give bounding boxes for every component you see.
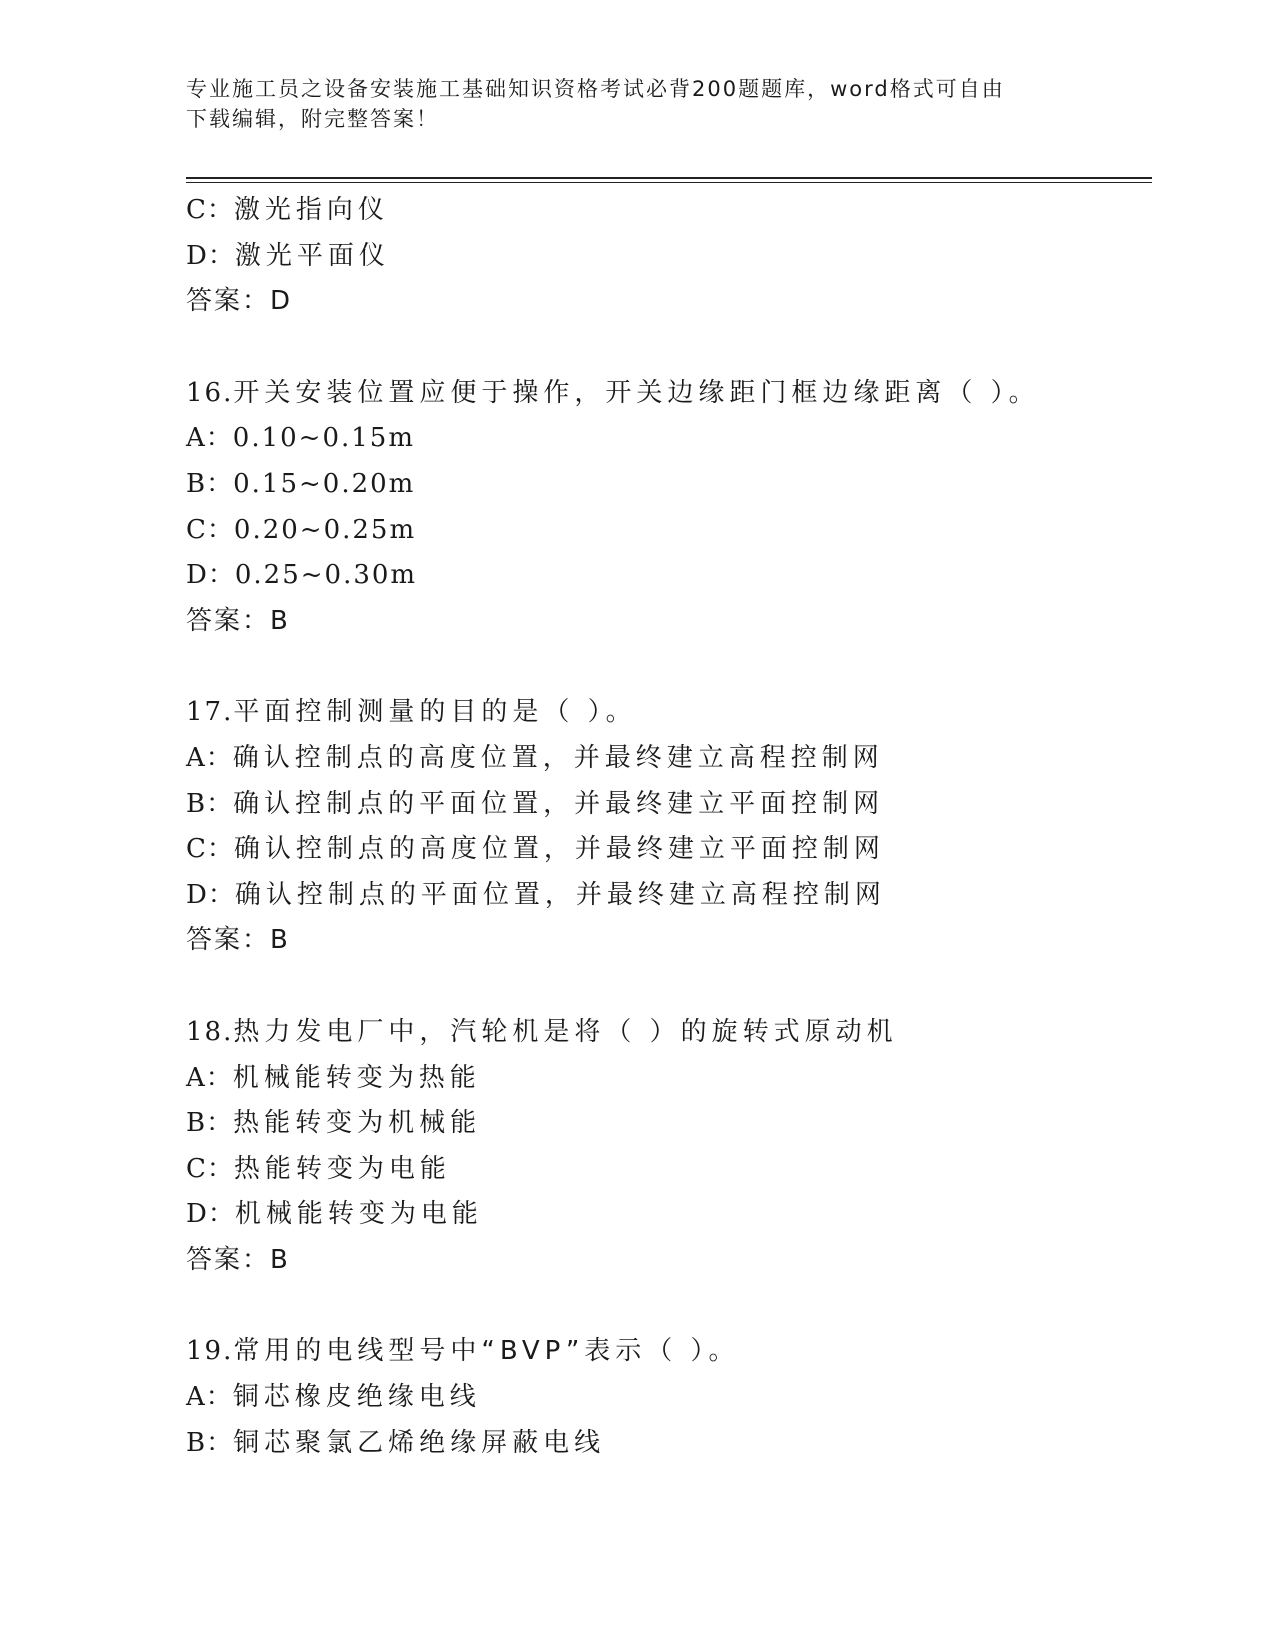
option-row bbox=[186, 188, 1152, 234]
option-text: 机械能转变为电能 bbox=[234, 1199, 483, 1230]
question-number: 18. bbox=[186, 1016, 234, 1047]
option-text: 确认控制点的高度位置，并最终建立平面控制网 bbox=[233, 834, 885, 865]
option-letter: B： bbox=[186, 468, 234, 499]
option-row bbox=[186, 462, 1152, 508]
option-text: 铜芯聚氯乙烯绝缘屏蔽电线 bbox=[233, 1427, 606, 1458]
option-text: 激光指向仪 bbox=[233, 195, 389, 225]
option-text: 0.10~0.15m bbox=[232, 423, 416, 454]
option-text: 确认控制点的高度位置，并最终建立高程控制网 bbox=[232, 742, 884, 773]
question-content bbox=[186, 188, 1152, 1466]
header-line-2: 下载编辑，附完整答案！ bbox=[186, 107, 439, 131]
spacer bbox=[186, 964, 1152, 1010]
option-letter: B： bbox=[186, 1427, 234, 1458]
answer-line: 答案：B bbox=[186, 925, 290, 956]
question-number: 17. bbox=[186, 697, 234, 728]
option-letter: A： bbox=[186, 1062, 233, 1093]
option-row bbox=[186, 1101, 1152, 1147]
header-divider-thin bbox=[186, 182, 1152, 183]
question-stem bbox=[186, 1329, 1152, 1375]
question-15-continuation bbox=[186, 188, 1152, 325]
option-text: 0.20~0.25m bbox=[233, 514, 417, 545]
option-text: 铜芯橡皮绝缘电线 bbox=[232, 1382, 481, 1413]
option-text: 0.25~0.30m bbox=[234, 560, 418, 591]
option-letter: C： bbox=[186, 834, 234, 865]
option-row bbox=[186, 416, 1152, 462]
option-text: 确认控制点的平面位置，并最终建立高程控制网 bbox=[234, 879, 886, 910]
option-letter: C： bbox=[186, 195, 234, 225]
option-letter: D： bbox=[186, 879, 235, 910]
question-stem bbox=[186, 371, 1152, 417]
question-text: 开关安装位置应便于操作，开关边缘距门框边缘距离（ ）。 bbox=[233, 377, 1040, 408]
question-stem bbox=[186, 690, 1152, 736]
option-letter: B： bbox=[186, 788, 234, 819]
spacer bbox=[186, 644, 1152, 690]
answer-line: 答案：B bbox=[186, 1244, 290, 1275]
option-row bbox=[186, 234, 1152, 280]
option-row bbox=[186, 1375, 1152, 1421]
option-text: 热能转变为电能 bbox=[233, 1153, 451, 1184]
header-divider-thick bbox=[186, 177, 1152, 179]
option-letter: C： bbox=[186, 514, 234, 545]
question-text: 热力发电厂中，汽轮机是将（ ）的旋转式原动机 bbox=[233, 1016, 898, 1047]
option-letter: A： bbox=[186, 423, 233, 454]
option-letter: D： bbox=[186, 1199, 235, 1230]
option-row bbox=[186, 827, 1152, 873]
option-text: 机械能转变为热能 bbox=[232, 1062, 481, 1093]
spacer bbox=[186, 325, 1152, 371]
option-text: 确认控制点的平面位置，并最终建立平面控制网 bbox=[233, 788, 885, 819]
option-row bbox=[186, 736, 1152, 782]
option-letter: A： bbox=[186, 742, 233, 773]
question-stem bbox=[186, 1010, 1152, 1056]
option-row bbox=[186, 508, 1152, 554]
question-19 bbox=[186, 1329, 1152, 1466]
option-letter: D： bbox=[186, 560, 235, 591]
option-row bbox=[186, 1056, 1152, 1102]
option-row bbox=[186, 1192, 1152, 1238]
option-letter: D： bbox=[186, 240, 235, 271]
question-number: 19. bbox=[186, 1336, 234, 1367]
option-letter: A： bbox=[186, 1382, 233, 1413]
document-header bbox=[186, 74, 1066, 134]
question-18 bbox=[186, 1010, 1152, 1284]
spacer bbox=[186, 1283, 1152, 1329]
question-16 bbox=[186, 371, 1152, 645]
option-letter: C： bbox=[186, 1153, 234, 1184]
question-text: 平面控制测量的目的是（ ）。 bbox=[233, 697, 637, 728]
option-text: 激光平面仪 bbox=[234, 240, 390, 271]
option-row bbox=[186, 1147, 1152, 1193]
option-row bbox=[186, 1421, 1152, 1467]
option-row bbox=[186, 553, 1152, 599]
answer-line: 答案：D bbox=[186, 286, 293, 317]
option-row bbox=[186, 873, 1152, 919]
option-text: 0.15~0.20m bbox=[233, 468, 416, 499]
answer-line: 答案：B bbox=[186, 605, 290, 636]
option-letter: B： bbox=[186, 1108, 234, 1139]
header-line-1: 专业施工员之设备安装施工基础知识资格考试必背200题题库，word格式可自由 bbox=[186, 77, 1005, 101]
option-text: 热能转变为机械能 bbox=[233, 1108, 482, 1139]
question-number: 16. bbox=[186, 377, 234, 408]
question-text: 常用的电线型号中“BVP”表示（ ）。 bbox=[233, 1336, 740, 1367]
question-17 bbox=[186, 690, 1152, 964]
option-row bbox=[186, 782, 1152, 828]
